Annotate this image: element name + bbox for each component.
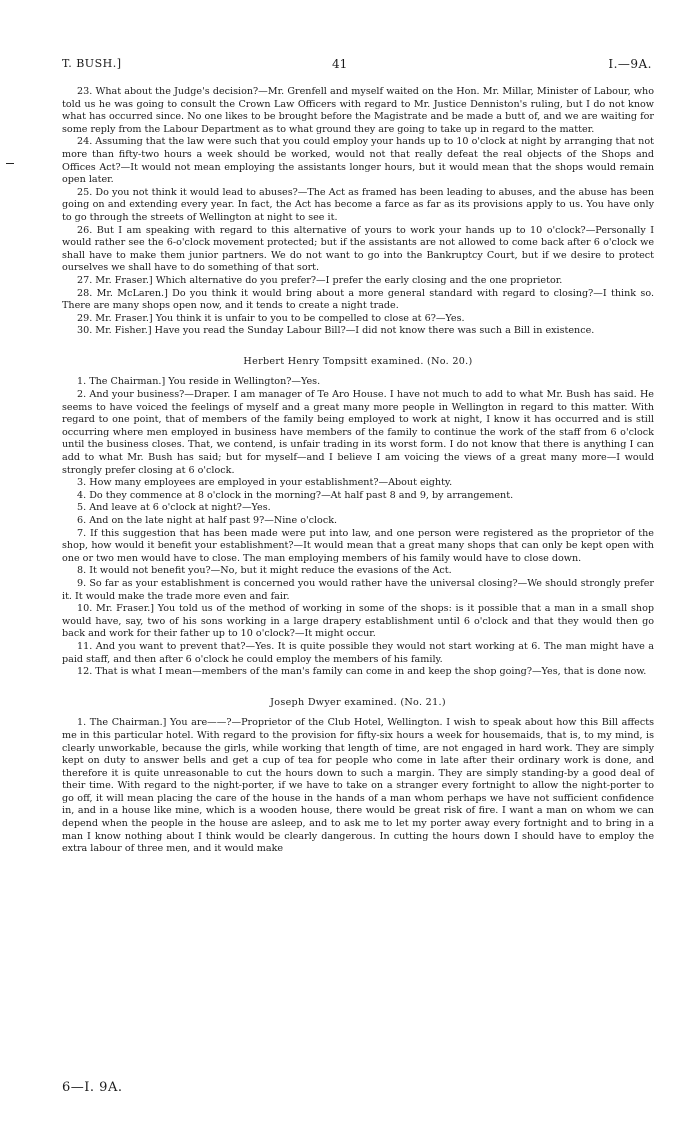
witness-heading-dwyer: Joseph Dwyer examined. (No. 21.): [270, 696, 446, 708]
testimony-paragraph: 26. But I am speaking with regard to this alternative of yours to work your hands up to 10 o'clock?—Personally I would rather see the 6-o'clock movement protected; but if the assistants are not allowed to come back after 6 o'clock we shall have to make them junior partners. We do not want to go into the Bankruptcy Court, but if we desire to protect ourselves we shall have to do something of that sort.: [62, 224, 654, 274]
document-body: [62, 86, 654, 856]
testimony-paragraph: 6. And on the late night at half past 9?—Nine o'clock.: [77, 515, 338, 526]
running-header: [62, 58, 652, 74]
paper-reference: I.—9A.: [608, 57, 652, 71]
testimony-paragraph: 11. And you want to prevent that?—Yes. It is quite possible they would not start working at 6. The man might have a paid staff, and then after 6 o'clock he could employ the members of his family.: [62, 640, 654, 665]
testimony-paragraph: 3. How many employees are employed in your establishment?—About eighty.: [77, 477, 453, 489]
witness-heading-tompsitt: Herbert Henry Tompsitt examined. (No. 20.): [243, 355, 473, 367]
testimony-paragraph: 29. Mr. Fraser.] You think it is unfair to you to be compelled to close at 6?—Yes.: [77, 312, 465, 324]
testimony-paragraph: 28. Mr. McLaren.] Do you think it would bring about a more general standard with regard to closing?—I think so. There are many shops open now, and it tends to create a night trade.: [62, 287, 654, 312]
testimony-paragraph: 2. And your business?—Draper. I am manager of Te Aro House. I have not much to add to what Mr. Bush has said. He seems to have voiced the feelings of myself and a great many more people in Wellington in regard to this matter. With regard to one point, that of members of the family being employed to work at night, I know it has occurred and is still occurring where men employed in business have members of the family to continue the work of the staff from 6 o'clock until the business closes. That, we contend, is unfair trading in its worst form. I do not know that there is anything I can add to what Mr. Bush has said; but for myself—and I believe I am voicing the views of a great many more—I would strongly prefer closing at 6 o'clock.: [62, 389, 654, 476]
signature-mark: 6—I. 9A.: [62, 1080, 123, 1095]
testimony-paragraph: 10. Mr. Fraser.] You told us of the method of working in some of the shops: is it possible that a man in a small shop would have, say, two of his sons working in a large drapery establishment until 6 o'clock and that they would then go back and work for their father up to 10 o'clock?—It might occur.: [62, 603, 654, 640]
testimony-paragraph: 8. It would not benefit you?—No, but it might reduce the evasions of the Act.: [77, 565, 452, 577]
dwyer-testimony: [62, 717, 654, 856]
testimony-paragraph: 23. What about the Judge's decision?—Mr. Grenfell and myself waited on the Hon. Mr. Millar, Minister of Labour, who told us he was going to consult the Crown Law Officers with regard to Mr. Justice Denniston's ruling, but I do not know what has occurred since. No one likes to be brought before the Magistrate and be made a butt of, and we are waiting for some reply from the Labour Department as to what ground they are going to take up in regard to the matter.: [62, 86, 654, 135]
testimony-paragraph: 1. The Chairman.] You reside in Wellington?—Yes.: [77, 376, 321, 388]
bush-testimony: [62, 86, 654, 338]
testimony-paragraph: 30. Mr. Fisher.] Have you read the Sunday Labour Bill?—I did not know there was such a Bill in existence.: [77, 325, 595, 337]
testimony-paragraph: 24. Assuming that the law were such that you could employ your hands up to 10 o'clock at night by arranging that not more than fifty-two hours a week should be worked, would not that really defeat the real objects of the Shops and Offices Act?—It would not mean employing the assistants longer hours, but it would mean that the shops would remain open later.: [62, 136, 654, 186]
margin-mark: [6, 163, 14, 164]
testimony-paragraph: 25. Do you not think it would lead to abuses?—The Act as framed has been leading to abuses, and the abuse has been going on and extending every year. In fact, the Act has become a farce as far as its provisions apply to us. You have only to go through the streets of Wellington at night to see it.: [62, 186, 654, 223]
testimony-paragraph: 27. Mr. Fraser.] Which alternative do you prefer?—I prefer the early closing and the one proprietor.: [77, 274, 563, 286]
testimony-paragraph: 12. That is what I mean—members of the man's family can come in and keep the shop going?—Yes, that is done now.: [77, 666, 647, 678]
testimony-paragraph: 7. If this suggestion that has been made were put into law, and one person were registered as the proprietor of the shop, how would it benefit your establishment?—It would mean that a great many shops that can only be kept open with one or two men would have to close. The man employing members of his family would have to close down.: [62, 527, 654, 564]
page-number: 41: [332, 57, 348, 71]
testimony-paragraph: 5. And leave at 6 o'clock at night?—Yes.: [77, 502, 271, 514]
tompsitt-testimony: [62, 376, 654, 678]
header-witness: T. BUSH.]: [62, 57, 122, 70]
testimony-paragraph: 4. Do they commence at 8 o'clock in the morning?—At half past 8 and 9, by arrangement.: [77, 489, 514, 501]
testimony-paragraph: 9. So far as your establishment is concerned you would rather have the universal closing?—We should strongly prefer it. It would make the trade more even and fair.: [62, 577, 654, 602]
testimony-paragraph: 1. The Chairman.] You are——?—Proprietor of the Club Hotel, Wellington. I wish to speak about how this Bill affects me in this particular hotel. With regard to the provision for fifty-six hours a week for housemaids, that is, to my mind, is clearly unworkable, because the girls, while working that length of time, are not engaged in hard work. They are simply kept on duty to answer bells and get a cup of tea for people who come in late after their ordinary work is done, and therefore it is quite unreasonable to cut the hours down to such a margin. They are simply standing-by a good deal of their time. With regard to the night-porter, if we have to take on a stranger every fortnight to allow the night-porter to go off, it will mean placing the care of the house in the hands of a man whom perhaps we have not sufficient confidence in, and in a house like mine, which is a wooden house, there would be great risk of fire. I want a man on whom we can depend when the people in the house are asleep, and to ask me to let my porter away every fortnight and to bring in a man I know nothing about I think would be clearly dangerous. In cutting the hours down I should have to employ the extra labour of three men, and it would make: [62, 717, 654, 855]
